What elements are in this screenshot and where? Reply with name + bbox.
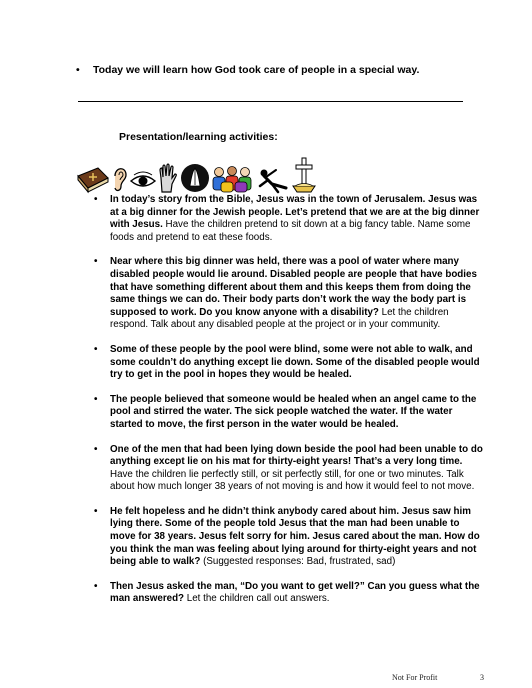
list-item bbox=[94, 256, 486, 332]
bullet-dot: • bbox=[76, 64, 80, 76]
bold-text: The people believed that someone would be healed when an angel came to the pool and stirred the water. The sick people watched the water. If the water started to move, the first person in the water would be healed. bbox=[110, 393, 477, 430]
bullet-dot: • bbox=[94, 505, 98, 517]
bullet-dot: • bbox=[94, 343, 98, 355]
bold-text: Some of these people by the pool were blind, some were not able to walk, and some couldn’t do anything except lie down. Some of the disabled people would try to get in the pool in hopes they would be healed. bbox=[110, 343, 480, 381]
bold-text: Then Jesus asked the man, “Do you want to get well?” Can you guess what the man answered? bbox=[110, 580, 480, 605]
regular-text: Let the children respond. Talk about any disabled people at the project or in your community. bbox=[110, 306, 449, 331]
regular-text: (Suggested responses: Bad, frustrated, sad) bbox=[200, 556, 396, 568]
activity-bullet-list bbox=[94, 194, 486, 618]
regular-text: Have the children pretend to sit down at a big fancy table. Name some foods and pretend to eat these foods. bbox=[110, 219, 471, 243]
eye-icon bbox=[130, 168, 156, 194]
cross-icon bbox=[291, 156, 317, 194]
list-item bbox=[94, 394, 486, 432]
page-number: 3 bbox=[480, 673, 484, 682]
ear-icon bbox=[111, 164, 129, 194]
regular-text: Let the children call out answers. bbox=[184, 593, 330, 605]
section-title: Presentation/learning activities: bbox=[119, 131, 278, 143]
regular-text: Have the children lie perfectly still, or sit perfectly still, for one or two minutes. Talk about how much longer 38 years of not moving is and how it would feel to not move. bbox=[110, 468, 475, 493]
bold-text: He felt hopeless and he didn’t think anybody cared about him. Jesus saw him lying there. Some of the people told Jesus that the man had been unable to move for 38 years. Jesus felt sorry for him. Jesus cared about the man. How do you think the man was feeling about lying around for thirty-eight years and not being able to walk? bbox=[110, 505, 480, 568]
bullet-dot: • bbox=[94, 256, 98, 268]
page-footer bbox=[392, 673, 484, 682]
list-item bbox=[94, 344, 486, 382]
bold-text: Near where this big dinner was held, there was a pool of water where many disabled people would lie around. Disabled people are people that have bodies that have something different about them and this keeps them from doing the same things we can do. Their body parts don’t work the way the body part is supposed to work. Do you know anyone with a disability? bbox=[110, 256, 477, 318]
bullet-dot: • bbox=[94, 393, 98, 405]
bullet-dot: • bbox=[94, 443, 98, 455]
list-item bbox=[94, 506, 486, 569]
list-item bbox=[94, 444, 486, 494]
activity-icons-strip bbox=[76, 152, 326, 194]
bullet-dot: • bbox=[94, 580, 98, 592]
bold-text: One of the men that had been lying down beside the pool had been unable to do anything except lie on his mat for thirty-eight years! That’s a very long time. bbox=[110, 443, 483, 468]
list-item bbox=[94, 194, 486, 244]
praying-hands-icon bbox=[180, 162, 210, 194]
stretching-person-icon bbox=[256, 166, 290, 194]
bold-text: In today’s story from the Bible, Jesus was in the town of Jerusalem. Jesus was at a big dinner for the Jewish people. Let’s pretend that we are at the big dinner with Jesus. bbox=[110, 194, 480, 231]
group-of-people-icon bbox=[211, 164, 255, 194]
footer-text: Not For Profit bbox=[392, 673, 438, 682]
list-item bbox=[94, 581, 486, 606]
bullet-dot: • bbox=[94, 194, 98, 205]
bible-icon bbox=[76, 166, 110, 194]
horizontal-rule bbox=[78, 101, 463, 102]
hand-icon bbox=[157, 162, 179, 194]
intro-text: Today we will learn how God took care of people in a special way. bbox=[93, 64, 420, 76]
